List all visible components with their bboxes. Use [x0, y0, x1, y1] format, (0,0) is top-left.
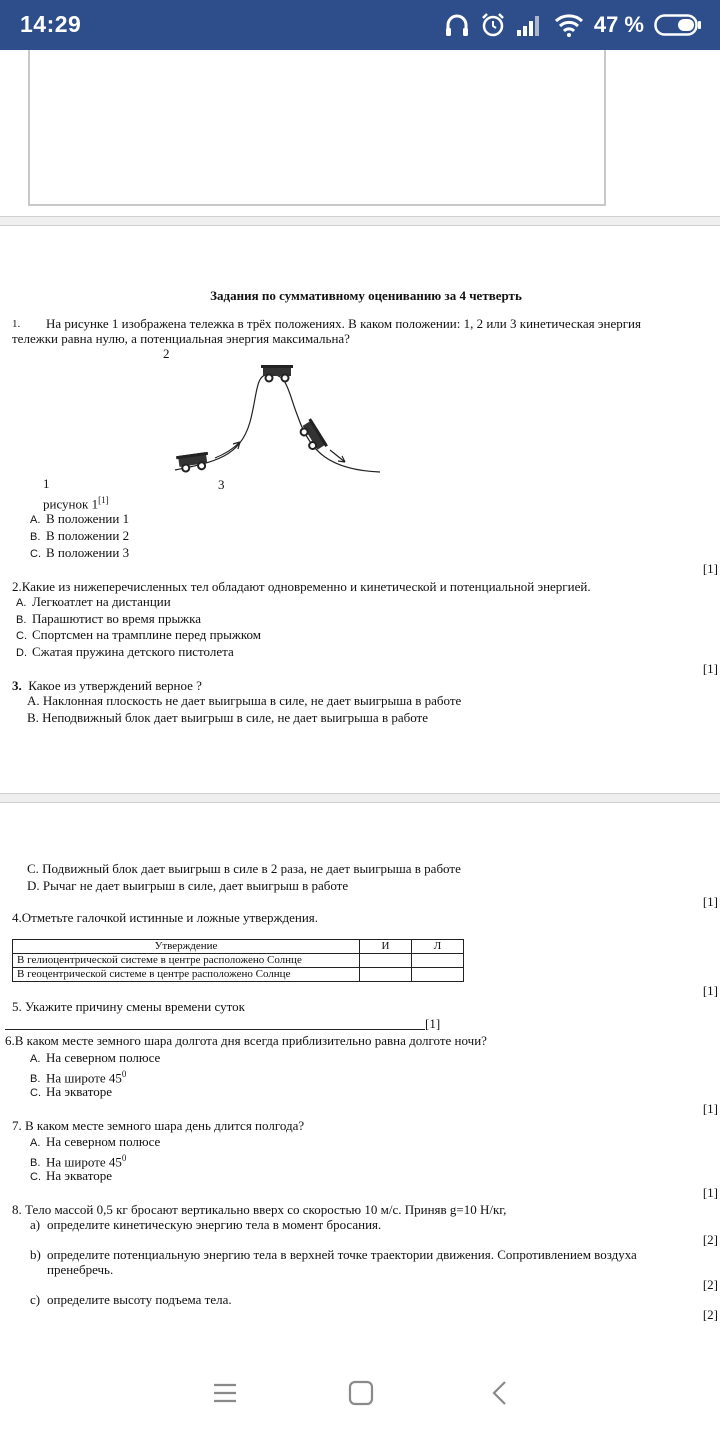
figure-label-2: 2 [163, 346, 170, 361]
q6-mark: [1] [702, 1101, 718, 1116]
q3-option-b: B. Неподвижный блок дает выигрыш в силе, не дает выигрыша в работе [27, 710, 429, 725]
q3-mark: [1] [702, 894, 718, 909]
question-5-text: 5. Укажите причину смены времени суток [12, 999, 245, 1014]
cart-position-1 [176, 452, 210, 473]
figure-label-3: 3 [218, 477, 225, 492]
table-header-row [13, 940, 464, 954]
q2-mark: [1] [702, 661, 718, 676]
wifi-icon [554, 12, 584, 38]
q2-option-d: D. Сжатая пружина детского пистолета [16, 644, 234, 659]
figure-label-1: 1 [43, 476, 50, 491]
q3-option-d: D. Рычаг не дает выигрыш в силе, дает выигрыш в работе [27, 878, 349, 893]
q6-option-a: A. На северном полюсе [30, 1050, 161, 1065]
true-false-table [12, 939, 464, 982]
question-1-text: На рисунке 1 изображена тележка в трёх положениях. В каком положении: 1, 2 или 3 кинетическая энергия [46, 316, 641, 331]
navigation-bar [0, 1345, 720, 1440]
cart-position-3 [297, 418, 328, 454]
q1-option-c: C. В положении 3 [30, 545, 130, 560]
q3-option-c: C. Подвижный блок дает выигрыш в силе в 2 раза, не дает выигрыша в работе [27, 861, 461, 876]
q2-option-a: A. Легкоатлет на дистанции [16, 594, 171, 609]
table-cell-true[interactable] [360, 954, 412, 968]
table-cell-false[interactable] [412, 954, 464, 968]
battery-icon [654, 13, 702, 37]
document-title: Задания по суммативному оцениванию за 4 четверть [210, 288, 522, 303]
headphones-icon [444, 12, 470, 38]
q5-answer-line [5, 1029, 425, 1030]
q1-option-a: A. В положении 1 [30, 511, 130, 526]
alarm-icon [480, 12, 506, 38]
question-4-text: 4.Отметьте галочкой истинные и ложные утверждения. [12, 910, 319, 925]
battery-percent: 47 % [593, 12, 644, 37]
table-header-false: Л [412, 940, 464, 954]
table-row-statement: В гелиоцентрической системе в центре расположено Солнце [13, 954, 360, 968]
q7-option-b: B. На широте $45^0$ [30, 1153, 127, 1170]
status-bar [0, 0, 720, 50]
question-7-text: 7. В каком месте земного шара день длится полгода? [12, 1118, 305, 1133]
q8-part-a: a) определите кинетическую энергию тела в момент бросания. [30, 1217, 382, 1232]
table-header-true: И [360, 940, 412, 954]
q7-mark: [1] [702, 1185, 718, 1200]
motion-arrow-up [215, 442, 240, 458]
q2-option-c: C. Спортсмен на трамплине перед прыжком [16, 627, 261, 642]
status-time: 14:29 [20, 11, 82, 37]
figure-caption: рисунок 1[1] [43, 495, 109, 512]
q8-part-b-mark: [2] [702, 1277, 718, 1292]
question-1-number: 1. [12, 318, 21, 330]
cart-hill-figure [170, 362, 385, 480]
table-row-statement: В геоцентрической системе в центре расположено Солнце [13, 968, 360, 982]
q1-mark: [1] [702, 561, 718, 576]
question-3-text: 3. Какое из утверждений верное ? [12, 678, 202, 693]
q6-option-c: C. На экваторе [30, 1084, 112, 1099]
q8-part-c: c) определите высоту подъема тела. [30, 1292, 232, 1307]
q1-option-b: B. В положении 2 [30, 528, 130, 543]
menu-icon[interactable] [212, 1380, 238, 1406]
q8-part-a-mark: [2] [702, 1232, 718, 1247]
q5-mark: [1] [425, 1016, 441, 1031]
previous-page-frame [28, 50, 606, 206]
signal-icon [516, 12, 544, 38]
home-icon[interactable] [347, 1379, 375, 1407]
table-cell-false[interactable] [412, 968, 464, 982]
table-header-statement: Утверждение [13, 940, 360, 954]
q8-part-c-mark: [2] [702, 1307, 718, 1322]
q7-option-c: C. На экваторе [30, 1168, 112, 1183]
page-separator [0, 216, 720, 226]
page-separator [0, 793, 720, 803]
figure-caption-ref: [1] [98, 495, 109, 505]
q8-part-b-cont: пренебречь. [47, 1262, 114, 1277]
q4-mark: [1] [702, 983, 718, 998]
back-icon[interactable] [488, 1379, 512, 1407]
question-8-text: 8. Тело массой 0,5 кг бросают вертикально вверх со скоростью 10 м/с. Приняв g=10 Н/кг, [12, 1202, 507, 1217]
table-row [13, 968, 464, 982]
q7-option-a: A. На северном полюсе [30, 1134, 161, 1149]
motion-arrow-down [330, 450, 345, 462]
table-cell-true[interactable] [360, 968, 412, 982]
q6-option-b: B. На широте $45^0$ [30, 1069, 127, 1086]
question-2-text: 2.Какие из нижеперечисленных тел обладают одновременно и кинетической и потенциальной энергией. [12, 579, 591, 594]
q2-option-b: B. Парашютист во время прыжка [16, 611, 202, 626]
status-icons [444, 9, 702, 41]
q8-part-b: b) определите потенциальную энергию тела в верхней точке траектории движения. Сопротивлением воздуха [30, 1247, 637, 1262]
table-row [13, 954, 464, 968]
cart-position-2 [261, 365, 293, 382]
question-6-text: 6.В каком месте земного шара долгота дня всегда приблизительно равна долготе ночи? [5, 1033, 487, 1048]
q3-option-a: A. Наклонная плоскость не дает выигрыша в силе, не дает выигрыша в работе [27, 693, 462, 708]
question-1-text-cont: тележки равна нулю, а потенциальная энергия максимальна? [12, 331, 350, 346]
